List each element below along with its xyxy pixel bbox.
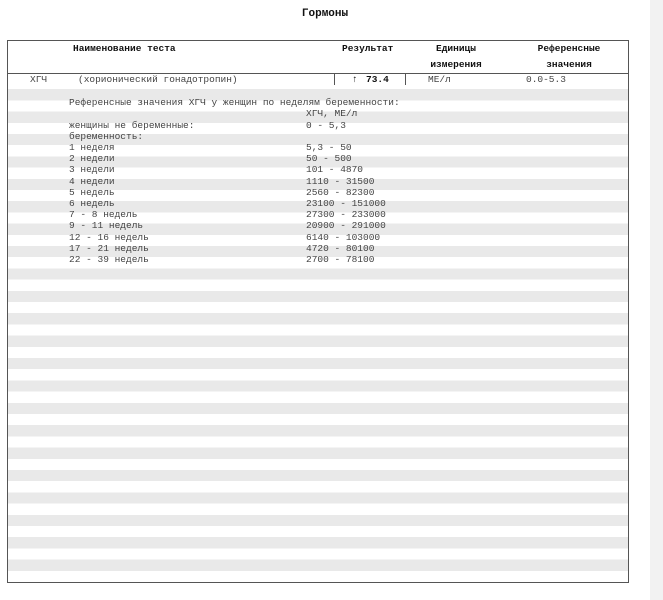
- notes-row-value: 23100 - 151000: [306, 197, 386, 209]
- header-reference: [524, 41, 614, 73]
- notes-row-label: 17 - 21 недель: [69, 242, 149, 254]
- header-reference-line2: значения: [546, 59, 592, 70]
- header-result: Результат: [342, 43, 394, 54]
- result-divider-left: [334, 73, 335, 85]
- test-result-value: 73.4: [366, 74, 389, 85]
- header-reference-line1: Референсные: [537, 43, 601, 54]
- result-flag-icon: ↑: [352, 74, 358, 85]
- notes-row-label: 1 неделя: [69, 141, 115, 153]
- notes-row-value: 2700 - 78100: [306, 253, 375, 265]
- notes-row-value: 5,3 - 50: [306, 141, 352, 153]
- notes-row-value: 6140 - 103000: [306, 231, 381, 243]
- results-table: [7, 40, 629, 583]
- notes-row-value: 20900 - 291000: [306, 220, 386, 232]
- notes-row-label: 22 - 39 недель: [69, 253, 149, 265]
- notes-row-label: 6 недель: [69, 197, 115, 209]
- section-title: Гормоны: [301, 8, 349, 20]
- notes-row-label: 5 недель: [69, 186, 115, 198]
- header-units: [424, 41, 488, 73]
- test-units: МЕ/л: [428, 74, 451, 85]
- test-reference: 0.0-5.3: [526, 74, 566, 85]
- header-units-line1: Единицы: [436, 43, 476, 54]
- header-test-name: Наименование теста: [73, 43, 176, 54]
- notes-row-label: 2 недели: [69, 153, 115, 165]
- notes-row-label: женщины не беременные:: [69, 119, 195, 131]
- notes-row-label: 12 - 16 недель: [69, 231, 149, 243]
- notes-row-value: 0 - 5,3: [306, 119, 346, 131]
- notes-row-value: 2560 - 82300: [306, 186, 375, 198]
- notes-row-label: 7 - 8 недель: [69, 209, 138, 221]
- result-divider-right: [405, 73, 406, 85]
- notes-row-value: 1110 - 31500: [306, 175, 375, 187]
- notes-row-value: 50 - 500: [306, 153, 352, 165]
- notes-row-label: беременность:: [69, 130, 144, 142]
- notes-column-label: ХГЧ, МЕ/л: [306, 108, 358, 119]
- test-code: ХГЧ: [30, 74, 48, 85]
- notes-heading: Референсные значения ХГЧ у женщин по неделям беременности:: [69, 97, 400, 108]
- table-header: [8, 41, 628, 74]
- notes-row-label: 9 - 11 недель: [69, 220, 144, 232]
- header-units-line2: измерения: [430, 59, 482, 70]
- notes-row-value: 101 - 4870: [306, 164, 364, 176]
- notes-row-label: 3 недели: [69, 164, 115, 176]
- notes-row-label: 4 недели: [69, 175, 115, 187]
- notes-row-value: 27300 - 233000: [306, 209, 386, 221]
- test-name: (хорионический гонадотропин): [78, 74, 238, 85]
- notes-row-value: 4720 - 80100: [306, 242, 375, 254]
